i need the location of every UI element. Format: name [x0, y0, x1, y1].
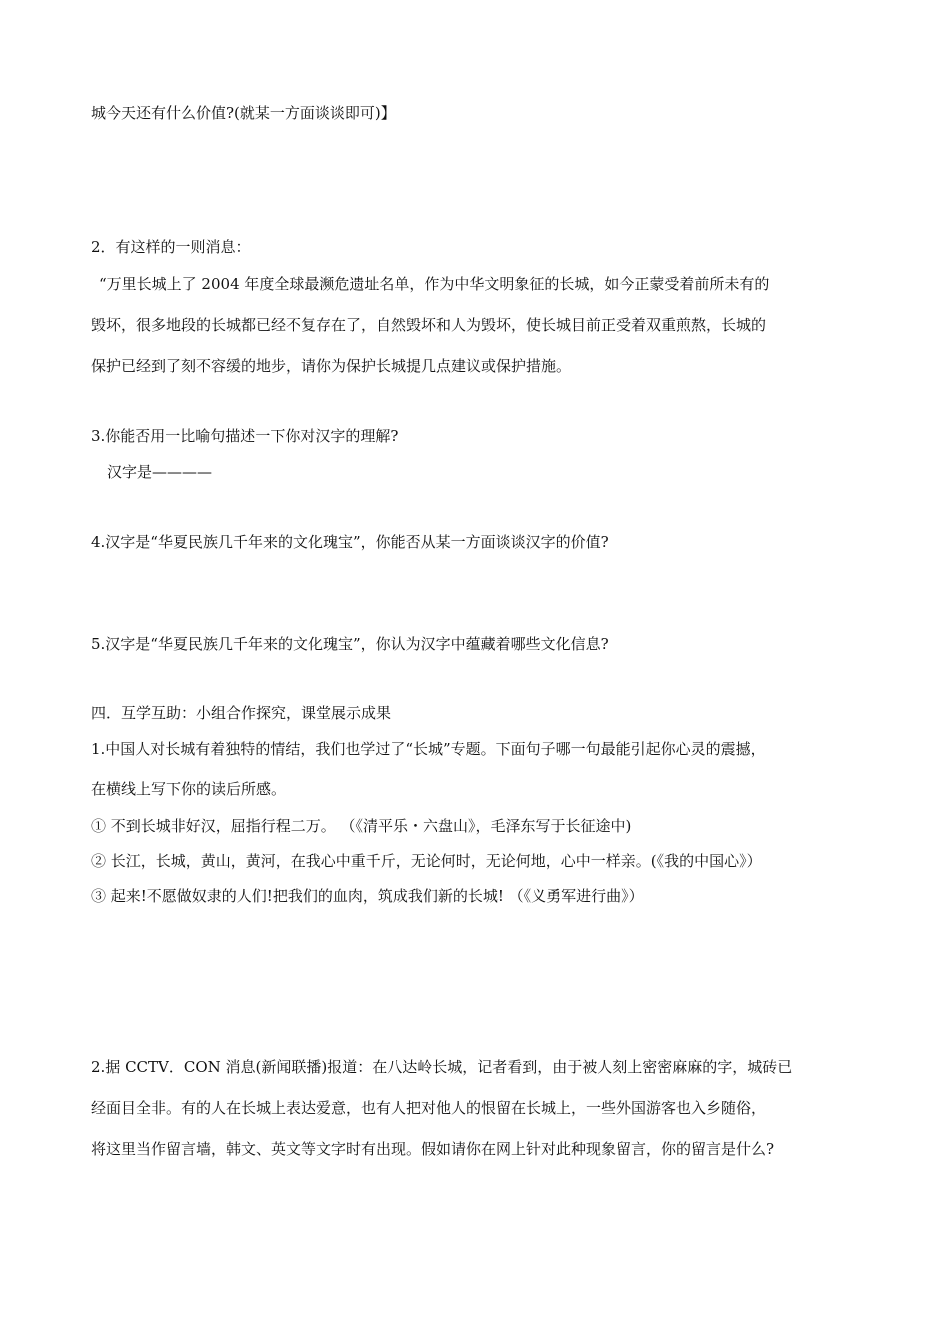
question-3-title: 3.你能否用一比喻句描述一下你对汉字的理解? [91, 427, 399, 445]
option-1: ① 不到长城非好汉，屈指行程二万。 （《清平乐・六盘山》，毛泽东写于长征途中) [91, 817, 632, 835]
section-4-item-2-line: 将这里当作留言墙，韩文、英文等文字时有出现。假如请你在网上针对此种现象留言，你的留言是什么? [91, 1140, 775, 1158]
question-1-tail: 城今天还有什么价值?(就某一方面谈谈即可)】 [91, 104, 396, 122]
question-5: 5.汉字是“华夏民族几千年来的文化瑰宝”，你认为汉字中蕴藏着哪些文化信息? [91, 635, 609, 653]
section-4-heading: 四．互学互助：小组合作探究，课堂展示成果 [91, 704, 392, 722]
option-3: ③ 起来!不愿做奴隶的人们!把我们的血肉，筑成我们新的长城! （《义勇军进行曲》） [91, 887, 644, 905]
section-4-item-1-line: 1.中国人对长城有着独特的情结，我们也学过了“长城”专题。下面句子哪一句最能引起你心灵的震撼， [91, 740, 766, 758]
section-4-item-2-line: 经面目全非。有的人在长城上表达爱意，也有人把对他人的恨留在长城上，一些外国游客也入乡随俗， [91, 1099, 767, 1117]
question-4: 4.汉字是“华夏民族几千年来的文化瑰宝”，你能否从某一方面谈谈汉字的价值? [91, 533, 609, 551]
section-4-item-2-line: 2.据 CCTV．CON 消息(新闻联播)报道：在八达岭长城，记者看到，由于被人刻上密密麻麻的字，城砖已 [91, 1058, 793, 1076]
question-2-title: 2．有这样的一则消息： [91, 238, 251, 256]
question-3-answer-prompt: 汉字是———— [107, 463, 213, 481]
section-4-item-1-line: 在横线上写下你的读后所感。 [91, 780, 287, 798]
option-2: ② 长江，长城，黄山，黄河，在我心中重千斤，无论何时，无论何地，心中一样亲。(《我的中国心》） [91, 852, 762, 870]
question-2-text-line: 保护已经到了刻不容缓的地步，请你为保护长城提几点建议或保护措施。 [91, 357, 572, 375]
question-2-text-line: 毁坏，很多地段的长城都已经不复存在了，自然毁坏和人为毁坏，使长城目前正受着双重煎熬，长城的 [91, 316, 767, 334]
question-2-text-line: “万里长城上了 2004 年度全球最濒危遗址名单，作为中华文明象征的长城，如今正蒙受着前所未有的 [99, 275, 770, 293]
